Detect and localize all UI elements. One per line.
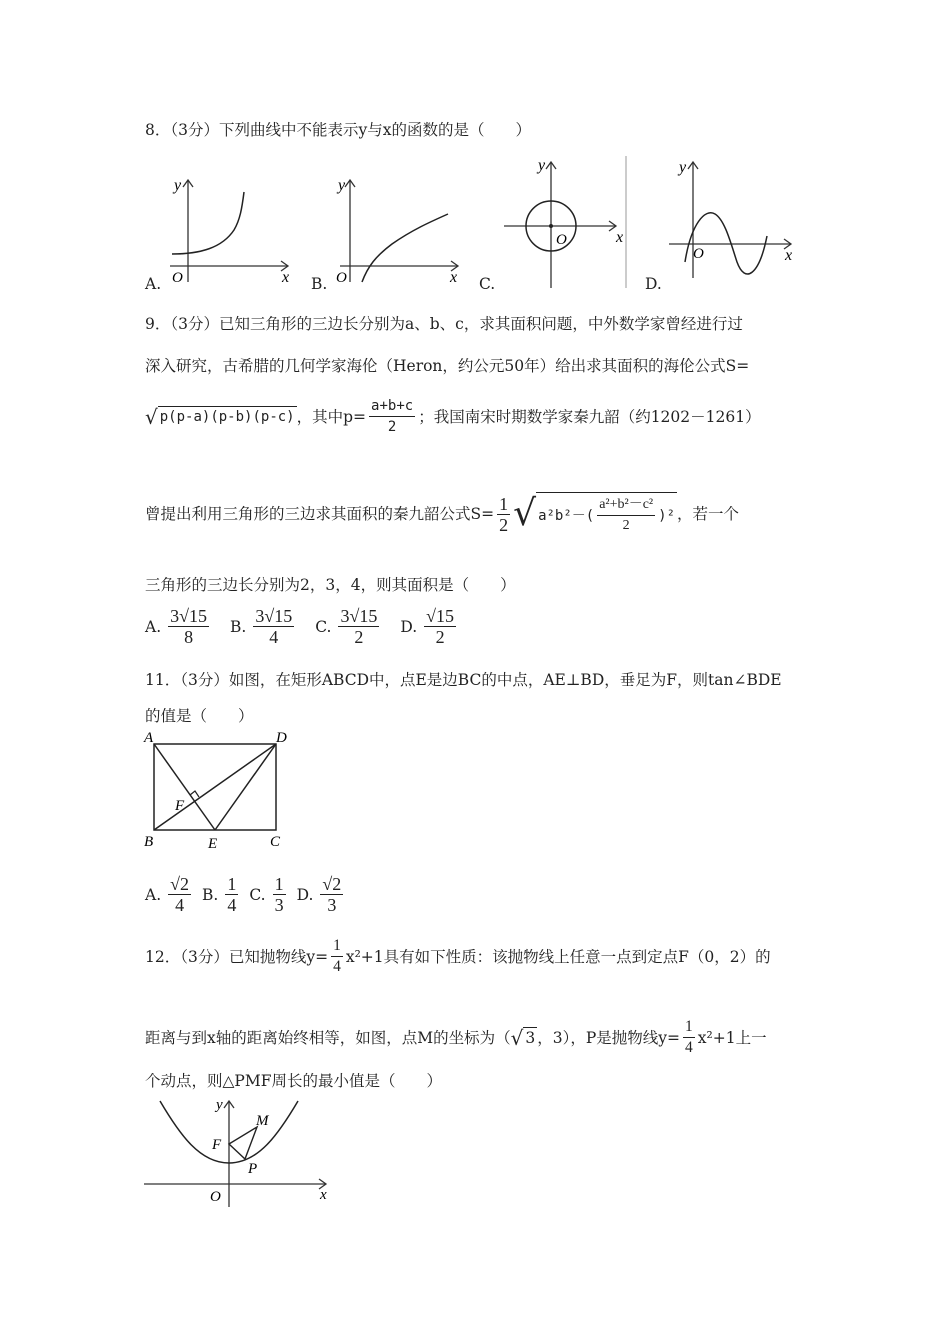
heron-radical: √ p(p-a)(p-b)(p-c) (145, 404, 295, 429)
q9-option-a[interactable]: A. $\frac{3√15}{8}$ (145, 606, 208, 647)
q9-option-d[interactable]: D. $\frac{√15}{2}$ (400, 606, 455, 647)
q8-graph-a (160, 170, 300, 290)
svg-text:x: x (616, 229, 624, 246)
svg-text:x: x (320, 1187, 327, 1203)
svg-text:C: C (270, 834, 281, 850)
q12-figure (140, 1095, 340, 1210)
svg-text:O: O (210, 1189, 221, 1205)
svg-text:O: O (336, 270, 347, 286)
q11-option-d[interactable]: D. $\frac{√2}{3}$ (296, 874, 342, 915)
q8-label-b: B. (311, 275, 328, 293)
q9-option-c[interactable]: C. $\frac{3√15}{2}$ (315, 606, 378, 647)
q11-options (145, 874, 364, 915)
q12-line2: 距离与到x轴的距离始终相等，如图，点M的坐标为（ √ 3 ，3），P是抛物线y= $\frac{1}{4}$ x²+1上一 (145, 1018, 767, 1056)
svg-text:B: B (144, 834, 154, 850)
svg-text:D: D (276, 730, 287, 746)
svg-text:F: F (212, 1137, 222, 1153)
svg-text:y: y (216, 1097, 223, 1113)
curve (172, 192, 244, 254)
q8-label-d: D. (645, 275, 662, 293)
q11-option-a[interactable]: A. $\frac{√2}{4}$ (145, 874, 190, 915)
q9-line5: 三角形的三边长分别为2，3，4，则其面积是（ ） (145, 576, 516, 594)
svg-text:A: A (144, 730, 154, 746)
inner-fraction: $\frac{\text{a²+b²－c²}}{2}$ (599, 497, 654, 533)
q9-line3: √ p(p-a)(p-b)(p-c) ，其中p= $\frac{a+b+c}{2}$ ；我国南宋时期数学家秦九韶（约1202－1261） (145, 398, 761, 435)
segment-bd (154, 744, 276, 830)
y-label: y (174, 177, 182, 194)
q11-figure (140, 730, 300, 855)
svg-text:O: O (556, 232, 567, 248)
svg-text:y: y (338, 177, 346, 194)
svg-text:x: x (785, 247, 793, 264)
svg-text:y: y (538, 157, 546, 174)
svg-text:O: O (693, 246, 704, 262)
svg-text:x: x (450, 269, 458, 286)
segment-de (215, 744, 276, 830)
p-fraction: $\frac{a+b+c}{2}$ (371, 398, 414, 435)
svg-text:E: E (208, 836, 218, 852)
q8-label-c: C. (479, 275, 496, 293)
origin-label: O (172, 270, 183, 286)
svg-text:F: F (175, 798, 185, 814)
curve (362, 214, 448, 282)
triangle-pmf (229, 1127, 257, 1159)
q9-line1: 9．（3分）已知三角形的三边长分别为a、b、c，求其面积问题，中外数学家曾经进行过 (145, 315, 743, 333)
q8-graph-c (500, 152, 630, 290)
q9-line4: 曾提出利用三角形的三边求其面积的秦九韶公式S= $\frac{1}{2}$ √ a²b²－( $\frac{\text{a²+b²－c²}}{2}$ )² ，若一个 (145, 493, 740, 535)
q9-options (145, 606, 477, 647)
q8-label-a: A. (145, 275, 162, 293)
q11-option-b[interactable]: B. $\frac{1}{4}$ (202, 874, 237, 915)
q9-line2: 深入研究，古希腊的几何学家海伦（Heron，约公元50年）给出求其面积的海伦公式S= (145, 357, 750, 375)
q12-line3: 个动点，则△PMF周长的最小值是（ ） (145, 1072, 442, 1090)
q12-line1: 12．（3分）已知抛物线y= $\frac{1}{4}$ x²+1具有如下性质：该抛物线上任意一点到定点F（0，2）的 (145, 937, 771, 975)
q8-stem: 8．（3分）下列曲线中不能表示y与x的函数的是（ ） (145, 121, 531, 139)
q8-graph-d (665, 152, 805, 282)
half-fraction: $\frac{1}{2}$ (499, 493, 509, 535)
q9-option-b[interactable]: B. $\frac{3√15}{4}$ (230, 606, 293, 647)
x-label: x (282, 269, 290, 286)
svg-text:P: P (248, 1161, 258, 1177)
qin-radical: √ a²b²－( $\frac{\text{a²+b²－c²}}{2}$ )² (513, 493, 675, 534)
q8-graph-b (330, 170, 470, 290)
segment-ae (154, 744, 215, 830)
q11-line2: 的值是（ ） (145, 707, 254, 725)
svg-text:y: y (679, 159, 687, 176)
q11-line1: 11．（3分）如图，在矩形ABCD中，点E是边BC的中点，AE⊥BD，垂足为F，则tan∠BDE (145, 671, 782, 689)
q11-option-c[interactable]: C. $\frac{1}{3}$ (249, 874, 284, 915)
svg-text:M: M (256, 1113, 269, 1129)
